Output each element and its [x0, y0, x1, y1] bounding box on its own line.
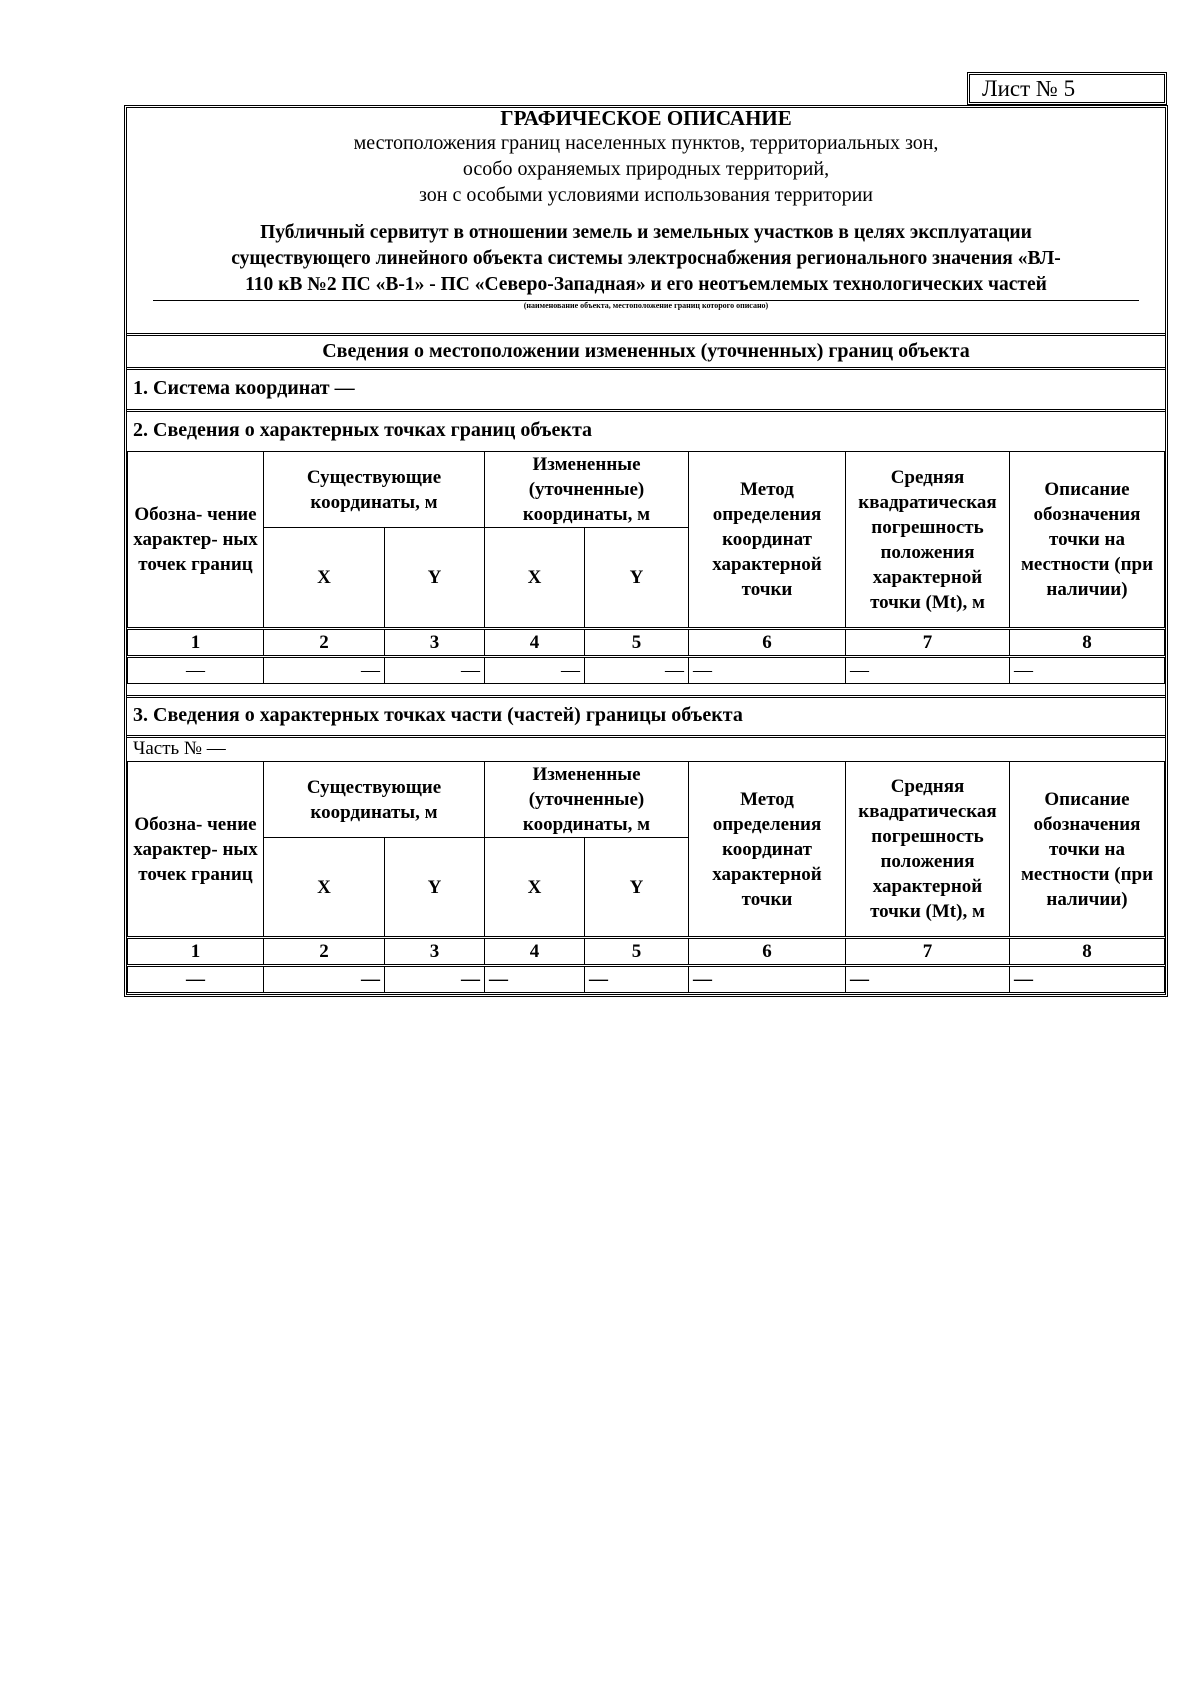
divider — [127, 367, 1165, 370]
divider — [127, 735, 1165, 738]
col-number: 4 — [485, 629, 585, 657]
col-number: 3 — [385, 938, 485, 966]
col-header-changed-coords: Измененные (уточненные) координаты, м — [485, 452, 689, 528]
col-header-description: Описание обозначения точки на местности (при наличии) — [1010, 762, 1165, 938]
divider — [127, 333, 1165, 336]
subtitle-line-1: местоположения границ населенных пунктов, территориальных зон, — [353, 132, 939, 154]
divider — [127, 409, 1165, 412]
col-header-y: Y — [585, 838, 689, 938]
sheet-number-box — [967, 72, 1167, 105]
col-header-x: X — [485, 838, 585, 938]
col-number: 1 — [128, 629, 264, 657]
cell-dash: — — [689, 657, 846, 684]
cell-dash: — — [689, 966, 846, 993]
col-header-x: X — [485, 528, 585, 629]
col-number: 6 — [689, 938, 846, 966]
cell-dash: — — [128, 657, 264, 684]
col-number: 8 — [1010, 629, 1165, 657]
col-number: 5 — [585, 938, 689, 966]
cell-dash: — — [846, 966, 1010, 993]
col-header-x: X — [264, 528, 385, 629]
doc-title: ГРАФИЧЕСКОЕ ОПИСАНИЕ — [500, 106, 792, 130]
document-frame — [124, 105, 1168, 997]
object-caption: (наименование объекта, местоположение границ которого описано) — [523, 301, 769, 310]
cell-dash: — — [1010, 966, 1165, 993]
section2-title: 2. Сведения о характерных точках границ объекта — [133, 419, 593, 441]
cell-dash: — — [585, 657, 689, 684]
table-row — [128, 657, 1165, 684]
col-header-designation: Обозна- чение характер- ных точек границ — [128, 762, 264, 938]
col-number: 1 — [128, 938, 264, 966]
col-number: 7 — [846, 938, 1010, 966]
table-row — [128, 966, 1165, 993]
cell-dash: — — [128, 966, 264, 993]
coord-system: 1. Система координат — — [133, 377, 355, 399]
part-label: Часть № — — [133, 738, 226, 759]
col-number: 3 — [385, 629, 485, 657]
object-line-3: 110 кВ №2 ПС «В-1» - ПС «Северо-Западная» и его неотъемлемых технологических частей — [245, 274, 1047, 295]
subtitle-line-2: особо охраняемых природных территорий, — [462, 158, 830, 180]
col-number: 8 — [1010, 938, 1165, 966]
cell-dash: — — [385, 966, 485, 993]
part-points-table — [127, 761, 1165, 993]
section3-title: 3. Сведения о характерных точках части (частей) границы объекта — [133, 704, 743, 726]
cell-dash: — — [1010, 657, 1165, 684]
col-header-existing-coords: Существующие координаты, м — [264, 762, 485, 838]
col-number: 2 — [264, 629, 385, 657]
col-number: 6 — [689, 629, 846, 657]
section-title: Сведения о местоположении измененных (уточненных) границ объекта — [322, 340, 970, 362]
sheet-label: Лист № 5 — [982, 75, 1076, 101]
cell-dash: — — [264, 966, 385, 993]
object-line-1: Публичный сервитут в отношении земель и земельных участков в целях эксплуатации — [260, 222, 1032, 243]
col-header-existing-coords: Существующие координаты, м — [264, 452, 485, 528]
divider — [127, 695, 1165, 698]
col-number: 5 — [585, 629, 689, 657]
col-number: 7 — [846, 629, 1010, 657]
col-header-x: X — [264, 838, 385, 938]
col-header-y: Y — [385, 528, 485, 629]
col-header-description: Описание обозначения точки на местности (при наличии) — [1010, 452, 1165, 629]
cell-dash: — — [385, 657, 485, 684]
col-header-error: Средняя квадратическая погрешность положения характерной точки (Mt), м — [846, 452, 1010, 629]
col-header-y: Y — [585, 528, 689, 629]
cell-dash: — — [585, 966, 689, 993]
col-number: 2 — [264, 938, 385, 966]
cell-dash: — — [485, 966, 585, 993]
col-header-method: Метод определения координат характерной точки — [689, 452, 846, 629]
subtitle-line-3: зон с особыми условиями использования территории — [418, 184, 874, 206]
cell-dash: — — [485, 657, 585, 684]
col-header-error: Средняя квадратическая погрешность положения характерной точки (Mt), м — [846, 762, 1010, 938]
col-number: 4 — [485, 938, 585, 966]
cell-dash: — — [264, 657, 385, 684]
points-table — [127, 451, 1165, 684]
col-header-method: Метод определения координат характерной точки — [689, 762, 846, 938]
col-header-y: Y — [385, 838, 485, 938]
object-line-2: существующего линейного объекта системы электроснабжения регионального значения «ВЛ- — [231, 248, 1061, 269]
col-header-changed-coords: Измененные (уточненные) координаты, м — [485, 762, 689, 838]
cell-dash: — — [846, 657, 1010, 684]
col-header-designation: Обозна- чение характер- ных точек границ — [128, 452, 264, 629]
